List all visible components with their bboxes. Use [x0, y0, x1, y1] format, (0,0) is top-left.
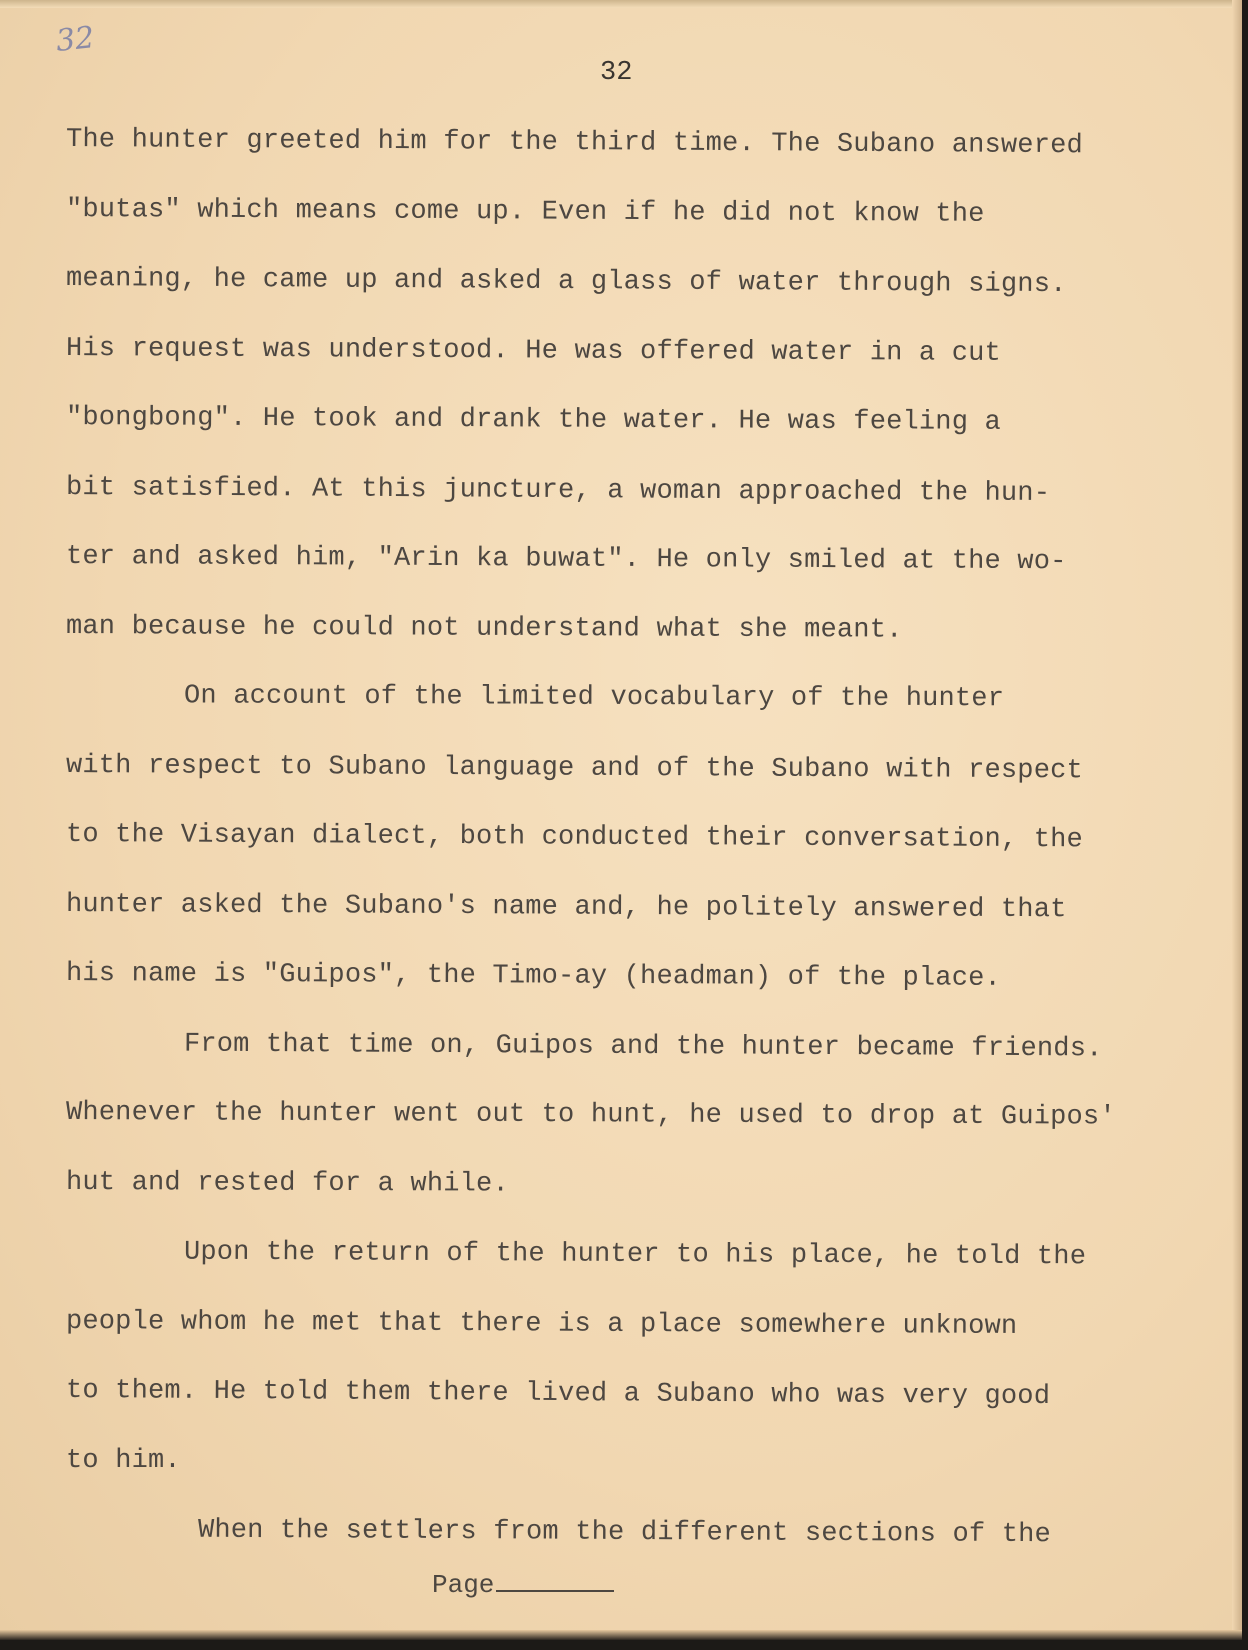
text-line: Whenever the hunter went out to hunt, he used to drop at Guipos': [65, 1098, 1116, 1133]
text-line: to them. He told them there lived a Subano who was very good: [65, 1376, 1051, 1413]
text-line: ter and asked him, "Arin ka buwat". He only smiled at the wo-: [65, 542, 1067, 578]
page-bottom-edge: [0, 1630, 1242, 1640]
text-line: hunter asked the Subano's name and, he politely answered that: [65, 889, 1067, 925]
text-line: "butas" which means come up. Even if he did not know the: [65, 194, 985, 230]
handwritten-page-mark: 32: [54, 20, 96, 59]
text-line: man because he could not understand what she meant.: [65, 611, 903, 646]
text-line: "bongbong". He took and drank the water. He was feeling a: [65, 403, 1002, 438]
page-label-text: Page: [432, 1570, 495, 1600]
text-line: with respect to Subano language and of the Subano with respect: [65, 750, 1084, 786]
paragraph-start-line: From that time on, Guipos and the hunter became friends.: [183, 1029, 1103, 1064]
text-line: people whom he met that there is a place somewhere unknown: [65, 1306, 1018, 1342]
text-line: The hunter greeted him for the third time. The Subano answered: [65, 125, 1084, 162]
text-line: meaning, he came up and asked a glass of water through signs.: [65, 264, 1067, 301]
typed-body-text: [66, 106, 1196, 1566]
text-line: to the Visayan dialect, both conducted their conversation, the: [65, 820, 1084, 856]
text-line: hut and rested for a while.: [65, 1167, 509, 1200]
page-top-edge: [0, 0, 1242, 8]
page-footer-label: [432, 1570, 614, 1600]
paragraph-start-line: When the settlers from the different sections of the: [197, 1515, 1052, 1551]
text-line: to him.: [66, 1445, 181, 1476]
page-number: 32: [600, 58, 633, 88]
page-right-edge: [1232, 0, 1242, 1640]
text-line: his name is "Guipos", the Timo-ay (headman) of the place.: [65, 959, 1002, 994]
paragraph-start-line: On account of the limited vocabulary of the hunter: [183, 681, 1005, 715]
text-line: bit satisfied. At this juncture, a woman approached the hun-: [65, 472, 1051, 509]
page-number-blank: [496, 1570, 614, 1592]
paragraph-start-line: Upon the return of the hunter to his place, he told the: [183, 1237, 1087, 1273]
text-line: His request was understood. He was offered water in a cut: [65, 333, 1002, 369]
